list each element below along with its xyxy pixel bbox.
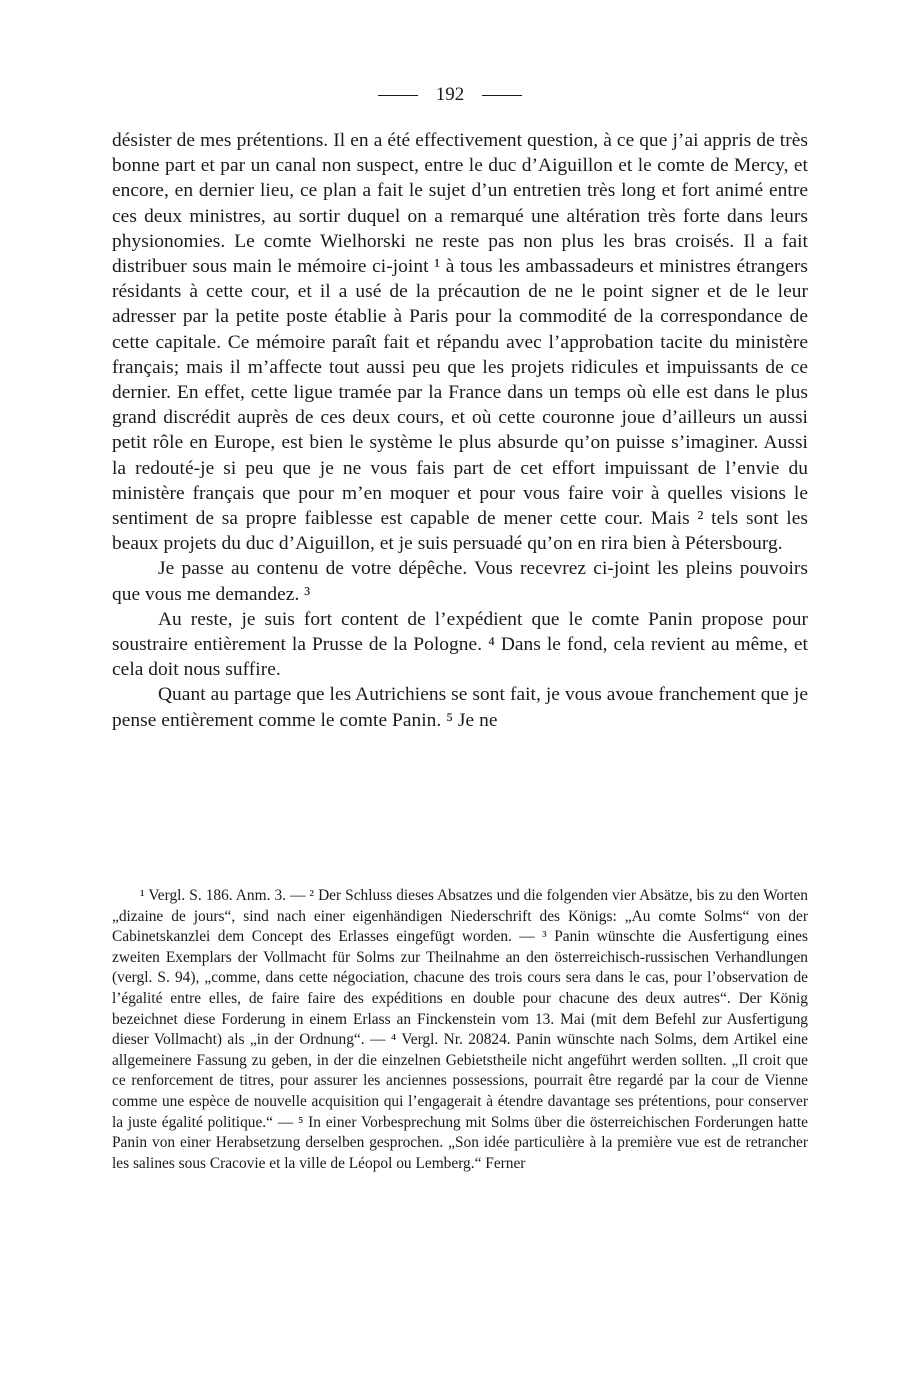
footnotes xyxy=(112,886,808,1174)
paragraph: désister de mes prétentions. Il en a été effectivement question, à ce que j’ai appris de très bonne part et par un canal non suspect, entre le duc d’Aiguillon et le comte de Mercy, et encore, en dernier lieu, ce plan a fait le sujet d’un entretien très long et fort animé entre ces deux ministres, au sortir duquel on a remarqué une altération très forte dans leurs physionomies. Le comte Wielhorski ne reste pas non plus les bras croisés. Il a fait distribuer sous main le mémoire ci-joint ¹ à tous les ambassadeurs et ministres étrangers résidants à cette cour, et il a usé de la précaution de ne le point signer et de le leur adresser par la petite poste établie à Paris pour la commodité de la correspondance de cette capitale. Ce mémoire paraît fait et répandu avec l’approbation tacite du ministère français; mais il m’affecte tout aussi peu que les projets ridicules et impuissants de ce dernier. En effet, cette ligue tramée par la France dans un temps où elle est dans le plus grand discrédit auprès de ces deux cours, et où cette couronne joue d’ailleurs un aussi petit rôle en Europe, est bien le système le plus absurde qu’on puisse s’imaginer. Aussi la redouté-je si peu que je ne vous fais part de cet effort impuissant de l’envie du ministère français que pour m’en moquer et pour vous faire voir à quelles visions le sentiment de sa propre faiblesse est capable de mener cette cour. Mais ² tels sont les beaux projets du duc d’Aiguillon, et je suis persuadé qu’on en rira bien à Pétersbourg. xyxy=(112,130,808,555)
footnote-text: ¹ Vergl. S. 186. Anm. 3. — ² Der Schluss dieses Absatzes und die folgenden vier Absätze, bis zu den Worten „dizaine de jours“, sind nach einer eigenhändigen Niederschrift des Königs: „Au comte Solms“ von der Cabinetskanzlei dem Concept des Erlasses eingefügt worden. — ³ Panin wünschte die Ausfertigung eines zweiten Exemplars der Vollmacht für Solms zur Theilnahme an den österreichisch-russischen Verhandlungen (vergl. S. 94), „comme, dans cette négociation, chacune des trois cours sera dans le cas, pour l’observation de l’égalité entre elles, de faire faire des expéditions en double pour chacune des deux autres“. Der König bezeichnet diese Forderung in einem Erlass an Finckenstein vom 13. Mai (mit dem Befehl zur Ausfertigung dieser Vollmacht) als „in der Ordnung“. — ⁴ Vergl. Nr. 20824. Panin wünschte nach Solms, dem Artikel eine allgemeinere Fassung zu geben, in der die einzelnen Gebietstheile nicht angeführt werden sollten. „Il croit que ce renforcement de titres, pour assurer les anciennes possessions, pourrait être regardé par la cour de Vienne comme une espèce de nouvelle acquisition qui l’engagerait à étendre davantage ses prétentions, pour conserver la juste égalité politique.“ — ⁵ In einer Vorbesprechung mit Solms über die österreichischen Forderungen hatte Panin von einer Herabsetzung derselben gesprochen. „Son idée particulière à la première vue est de retrancher les salines sous Cracovie et la ville de Léopol ou Lemberg.“ Ferner xyxy=(112,887,808,1172)
paragraph: Quant au partage que les Autrichiens se sont fait, je vous avoue franchement que je pense entièrement comme le comte Panin. ⁵ Je ne xyxy=(112,684,808,731)
main-text xyxy=(112,128,808,733)
page-number: 192 xyxy=(435,84,465,105)
header-rule-left xyxy=(378,95,418,96)
paragraph: Je passe au contenu de votre dépêche. Vous recevrez ci-joint les pleins pouvoirs que vous me demandez. ³ xyxy=(112,558,808,605)
paragraph: Au reste, je suis fort content de l’expédient que le comte Panin propose pour soustraire entièrement la Prusse de la Pologne. ⁴ Dans le fond, cela revient au même, et cela doit nous suffire. xyxy=(112,608,808,681)
header-rule-right xyxy=(482,95,522,96)
page-header xyxy=(0,84,900,106)
